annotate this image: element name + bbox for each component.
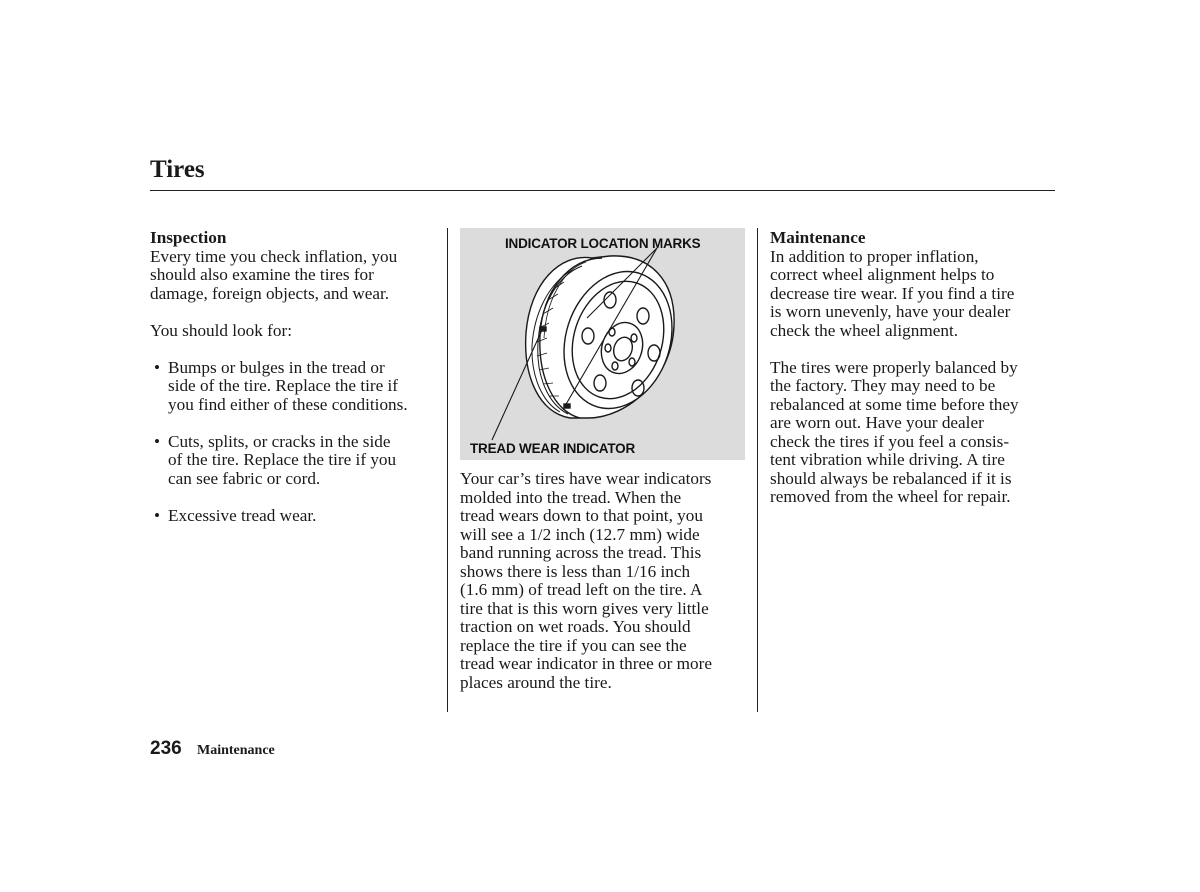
text-line: Every time you check inflation, you: [150, 246, 398, 266]
text-line: should always be rebalanced if it is: [770, 468, 1012, 488]
text-line: tent vibration while driving. A tire: [770, 450, 1005, 469]
bullet-icon: •: [154, 357, 161, 377]
tread-wear-indicator-label: TREAD WEAR INDICATOR: [470, 441, 635, 456]
text-line: tread wear indicator in three or more: [460, 654, 712, 673]
inspection-list: [150, 359, 440, 526]
text-line: decrease tire wear. If you find a tire: [770, 283, 1015, 303]
text-line: band running across the tread. This: [460, 543, 702, 562]
text-line: should also examine the tires for: [150, 265, 374, 284]
maintenance-heading: Maintenance: [770, 228, 866, 247]
text-line: can see fabric or cord.: [168, 468, 321, 488]
wear-indicator-column: [460, 470, 750, 692]
text-line: check the wheel alignment.: [770, 320, 959, 340]
text-line: will see a 1/2 inch (12.7 mm) wide: [460, 524, 700, 544]
text-line: Bumps or bulges in the tread or: [168, 357, 385, 377]
page-number: 236: [150, 738, 182, 759]
text-line: shows there is less than 1/16 inch: [460, 561, 691, 581]
look-for-text: You should look for:: [150, 320, 292, 340]
text-line: are worn out. Have your dealer: [770, 413, 984, 432]
text-line: removed from the wheel for repair.: [770, 487, 1011, 506]
text-line: correct wheel alignment helps to: [770, 265, 995, 284]
footer-section-label: Maintenance: [197, 743, 275, 758]
text-line: side of the tire. Replace the tire if: [168, 376, 399, 395]
list-item: [150, 359, 440, 415]
text-line: traction on wet roads. You should: [460, 617, 691, 636]
column-divider: [757, 228, 758, 712]
text-line: is worn unevenly, have your dealer: [770, 302, 1011, 321]
list-item: [150, 433, 440, 489]
text-line: Excessive tread wear.: [168, 505, 317, 525]
page-title: Tires: [150, 156, 205, 183]
inspection-heading: Inspection: [150, 228, 227, 247]
text-line: places around the tire.: [460, 672, 612, 692]
column-divider: [447, 228, 448, 712]
indicator-location-marks-label: INDICATOR LOCATION MARKS: [505, 236, 701, 251]
text-line: Cuts, splits, or cracks in the side: [168, 431, 391, 451]
inspection-column: [150, 229, 440, 544]
text-line: Your car’s tires have wear indicators: [460, 469, 712, 488]
text-line: molded into the tread. When the: [460, 487, 682, 507]
text-line: of the tire. Replace the tire if you: [168, 450, 397, 469]
list-item: [150, 507, 440, 526]
maintenance-column: [770, 229, 1060, 507]
text-line: you find either of these conditions.: [168, 394, 408, 414]
text-line: tread wears down to that point, you: [460, 506, 703, 525]
text-line: replace the tire if you can see the: [460, 635, 687, 655]
bullet-icon: •: [154, 505, 161, 525]
text-line: the factory. They may need to be: [770, 376, 996, 395]
text-line: tire that is this worn gives very little: [460, 598, 709, 618]
tire-illustration: [460, 228, 745, 460]
text-line: damage, foreign objects, and wear.: [150, 283, 390, 303]
text-line: (1.6 mm) of tread left on the tire. A: [460, 580, 703, 599]
text-line: The tires were properly balanced by: [770, 357, 1018, 377]
text-line: rebalanced at some time before they: [770, 394, 1019, 414]
tire-drawing: [460, 228, 745, 460]
text-line: In addition to proper inflation,: [770, 246, 979, 266]
text-line: check the tires if you feel a consis-: [770, 431, 1010, 451]
bullet-icon: •: [154, 431, 161, 451]
title-rule: [150, 190, 1055, 191]
